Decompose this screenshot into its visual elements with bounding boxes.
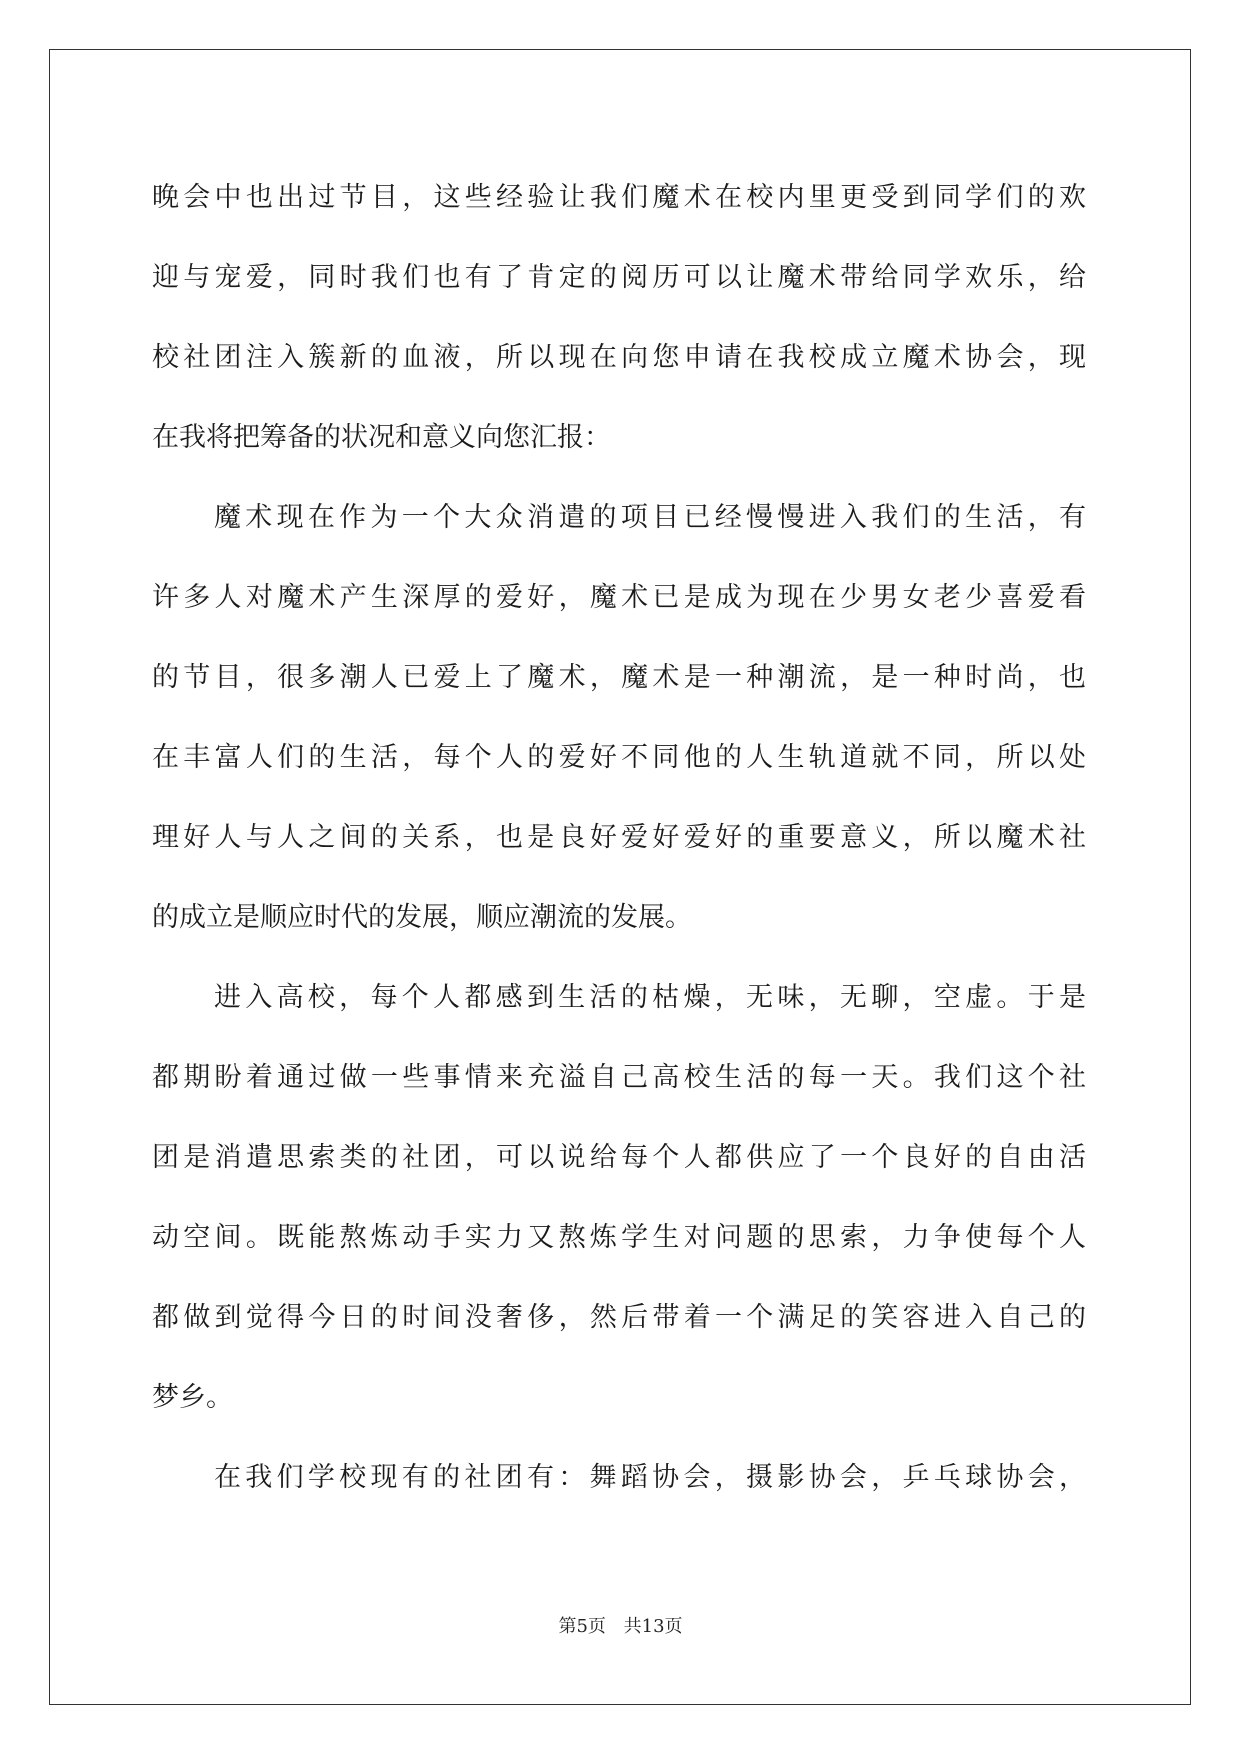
page-number: 第5页 xyxy=(558,1616,606,1637)
text-line: 晚会中也出过节目，这些经验让我们魔术在校内里更受到同学们的欢 xyxy=(152,182,1086,213)
document-body xyxy=(152,158,1086,1518)
text-line: 都期盼着通过做一些事情来充溢自己高校生活的每一天。我们这个社 xyxy=(152,1062,1086,1093)
text-line: 在我将把筹备的状况和意义向您汇报： xyxy=(152,422,611,453)
paragraph-first-line: 魔术现在作为一个大众消遣的项目已经慢慢进入我们的生活，有 xyxy=(214,502,1086,533)
text-line: 校社团注入簇新的血液，所以现在向您申请在我校成立魔术协会，现 xyxy=(152,342,1086,373)
text-line: 理好人与人之间的关系，也是良好爱好爱好的重要意义，所以魔术社 xyxy=(152,822,1086,853)
text-line: 在丰富人们的生活，每个人的爱好不同他的人生轨道就不同，所以处 xyxy=(152,742,1086,773)
text-line: 的成立是顺应时代的发展，顺应潮流的发展。 xyxy=(152,902,692,933)
text-line: 梦乡。 xyxy=(152,1382,233,1413)
text-line: 的节目，很多潮人已爱上了魔术，魔术是一种潮流，是一种时尚，也 xyxy=(152,662,1086,693)
text-line: 许多人对魔术产生深厚的爱好，魔术已是成为现在少男女老少喜爱看 xyxy=(152,582,1086,613)
text-line: 动空间。既能熬炼动手实力又熬炼学生对问题的思索，力争使每个人 xyxy=(152,1222,1086,1253)
text-line: 都做到觉得今日的时间没奢侈，然后带着一个满足的笑容进入自己的 xyxy=(152,1302,1086,1333)
text-line: 迎与宠爱，同时我们也有了肯定的阅历可以让魔术带给同学欢乐，给 xyxy=(152,262,1086,293)
text-line: 团是消遣思索类的社团，可以说给每个人都供应了一个良好的自由活 xyxy=(152,1142,1086,1173)
paragraph-first-line: 进入高校，每个人都感到生活的枯燥，无味，无聊，空虚。于是 xyxy=(214,982,1086,1013)
paragraph-first-line: 在我们学校现有的社团有：舞蹈协会，摄影协会，乒乓球协会， xyxy=(214,1462,1086,1493)
page-footer xyxy=(0,1612,1241,1638)
page-total: 共13页 xyxy=(623,1616,683,1637)
